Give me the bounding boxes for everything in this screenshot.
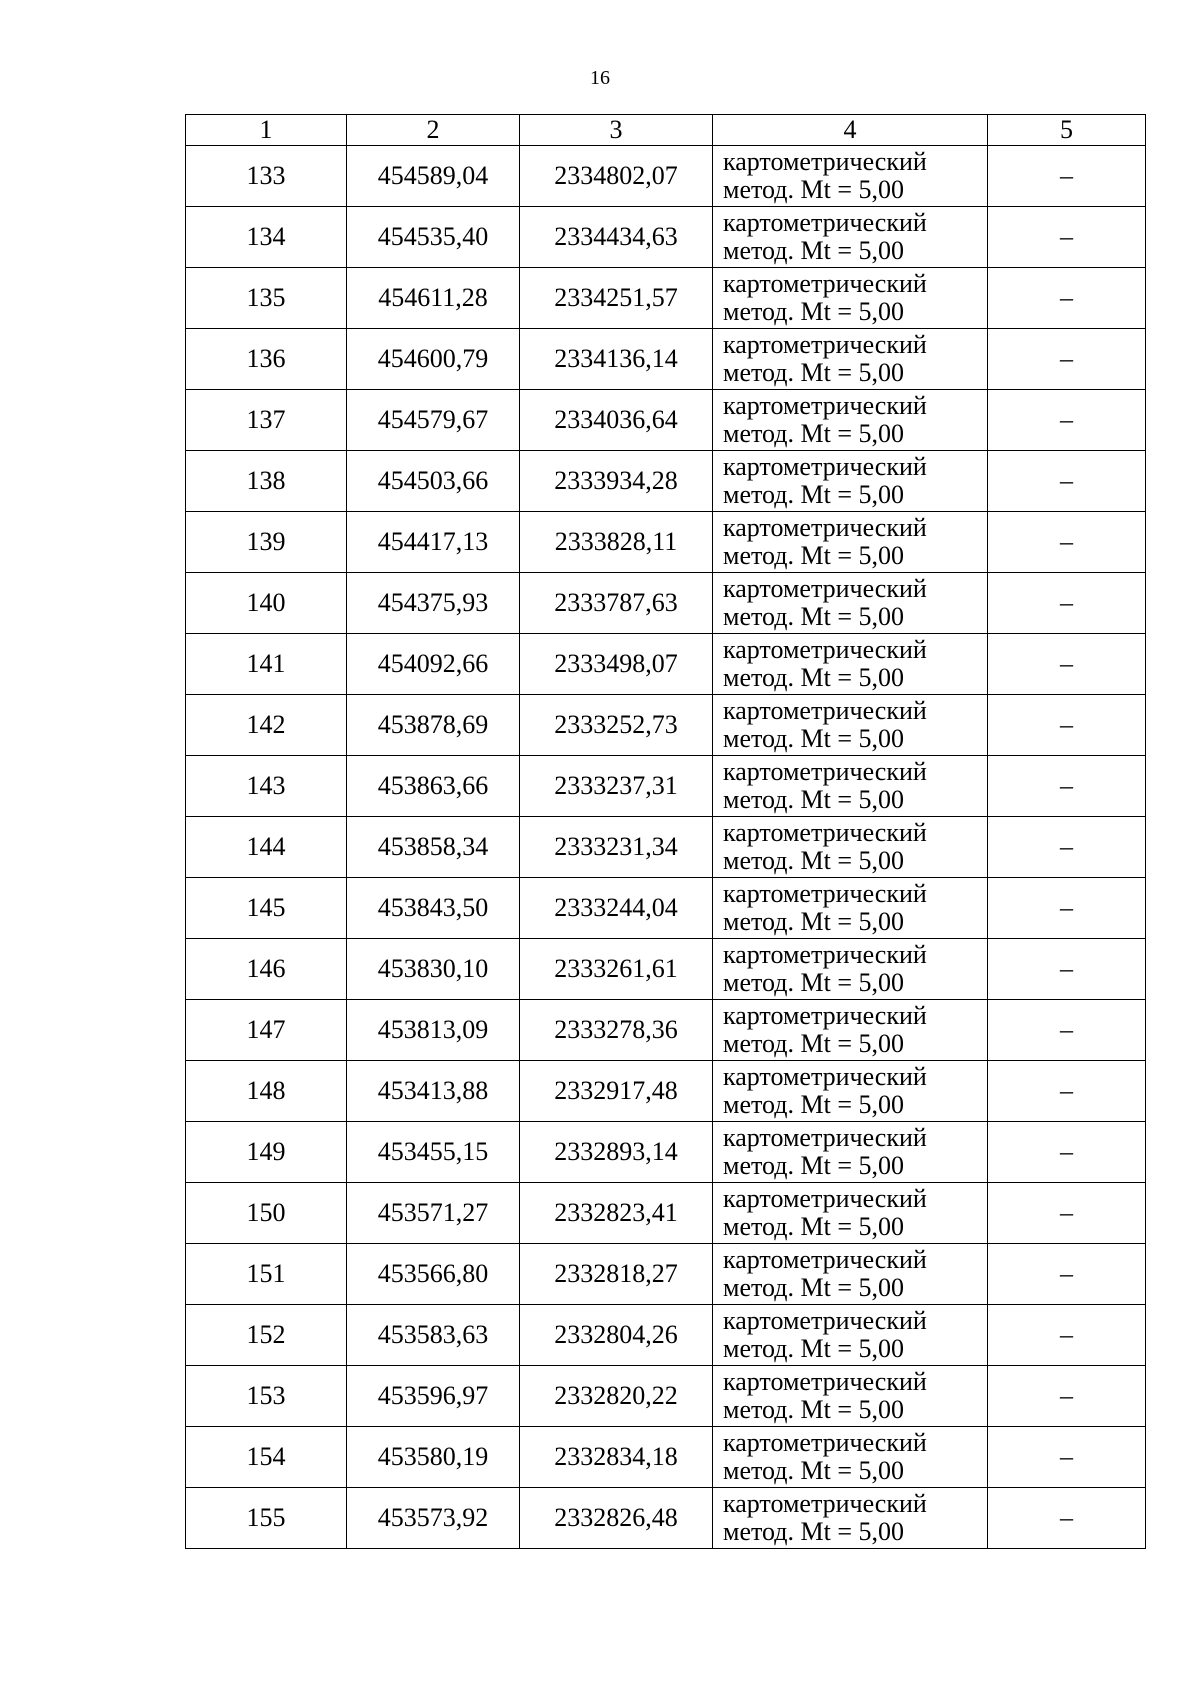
table-row (186, 1000, 1146, 1061)
method-cell (713, 817, 988, 878)
point-number-cell: 150 (186, 1183, 347, 1244)
x-coordinate-cell: 453455,15 (347, 1122, 520, 1183)
method-line-2: метод. Mt = 5,00 (723, 175, 904, 204)
x-coordinate-cell: 454611,28 (347, 268, 520, 329)
method-cell (713, 573, 988, 634)
point-number-cell: 151 (186, 1244, 347, 1305)
x-coordinate-cell: 453573,92 (347, 1488, 520, 1549)
method-line-1: картометрический (723, 696, 927, 725)
method-line-2: метод. Mt = 5,00 (723, 785, 904, 814)
table-row (186, 1244, 1146, 1305)
method-line-1: картометрический (723, 1489, 927, 1518)
method-line-2: метод. Mt = 5,00 (723, 480, 904, 509)
column-header-1: 1 (186, 115, 347, 146)
method-cell (713, 1488, 988, 1549)
page-number: 16 (590, 67, 610, 89)
y-coordinate-cell: 2333261,61 (520, 939, 713, 1000)
table-row (186, 878, 1146, 939)
method-cell (713, 512, 988, 573)
x-coordinate-cell: 454092,66 (347, 634, 520, 695)
method-line-1: картометрический (723, 757, 927, 786)
x-coordinate-cell: 453858,34 (347, 817, 520, 878)
method-cell (713, 1366, 988, 1427)
column-header-4: 4 (713, 115, 988, 146)
method-cell (713, 1305, 988, 1366)
method-line-1: картометрический (723, 635, 927, 664)
table-row (186, 573, 1146, 634)
x-coordinate-cell: 453413,88 (347, 1061, 520, 1122)
table-row (186, 1366, 1146, 1427)
y-coordinate-cell: 2334802,07 (520, 146, 713, 207)
x-coordinate-cell: 453843,50 (347, 878, 520, 939)
table-row (186, 1427, 1146, 1488)
point-number-cell: 143 (186, 756, 347, 817)
note-cell: – (988, 268, 1146, 329)
table-row (186, 1305, 1146, 1366)
method-line-2: метод. Mt = 5,00 (723, 724, 904, 753)
x-coordinate-cell: 454579,67 (347, 390, 520, 451)
note-cell: – (988, 146, 1146, 207)
y-coordinate-cell: 2334036,64 (520, 390, 713, 451)
y-coordinate-cell: 2332893,14 (520, 1122, 713, 1183)
method-cell (713, 1122, 988, 1183)
method-line-1: картометрический (723, 1306, 927, 1335)
y-coordinate-cell: 2332917,48 (520, 1061, 713, 1122)
method-cell (713, 1000, 988, 1061)
point-number-cell: 140 (186, 573, 347, 634)
note-cell: – (988, 1488, 1146, 1549)
table-row (186, 329, 1146, 390)
note-cell: – (988, 451, 1146, 512)
table-row (186, 1183, 1146, 1244)
x-coordinate-cell: 454600,79 (347, 329, 520, 390)
method-line-1: картометрический (723, 147, 927, 176)
point-number-cell: 141 (186, 634, 347, 695)
note-cell: – (988, 817, 1146, 878)
x-coordinate-cell: 453813,09 (347, 1000, 520, 1061)
note-cell: – (988, 1183, 1146, 1244)
point-number-cell: 137 (186, 390, 347, 451)
x-coordinate-cell: 454417,13 (347, 512, 520, 573)
method-line-1: картометрический (723, 879, 927, 908)
y-coordinate-cell: 2332820,22 (520, 1366, 713, 1427)
point-number-cell: 133 (186, 146, 347, 207)
y-coordinate-cell: 2332826,48 (520, 1488, 713, 1549)
point-number-cell: 153 (186, 1366, 347, 1427)
method-cell (713, 268, 988, 329)
table-row (186, 451, 1146, 512)
note-cell: – (988, 207, 1146, 268)
method-line-2: метод. Mt = 5,00 (723, 236, 904, 265)
table-row (186, 1122, 1146, 1183)
note-cell: – (988, 390, 1146, 451)
method-cell (713, 1244, 988, 1305)
point-number-cell: 139 (186, 512, 347, 573)
point-number-cell: 145 (186, 878, 347, 939)
note-cell: – (988, 878, 1146, 939)
point-number-cell: 154 (186, 1427, 347, 1488)
note-cell: – (988, 329, 1146, 390)
table-row (186, 1061, 1146, 1122)
point-number-cell: 134 (186, 207, 347, 268)
y-coordinate-cell: 2334434,63 (520, 207, 713, 268)
note-cell: – (988, 939, 1146, 1000)
method-cell (713, 695, 988, 756)
table-row (186, 939, 1146, 1000)
method-cell (713, 1183, 988, 1244)
method-line-2: метод. Mt = 5,00 (723, 1212, 904, 1241)
y-coordinate-cell: 2332818,27 (520, 1244, 713, 1305)
method-line-1: картометрический (723, 1001, 927, 1030)
method-cell (713, 634, 988, 695)
table-row (186, 1488, 1146, 1549)
method-line-2: метод. Mt = 5,00 (723, 1029, 904, 1058)
method-line-2: метод. Mt = 5,00 (723, 1151, 904, 1180)
note-cell: – (988, 1244, 1146, 1305)
column-header-3: 3 (520, 115, 713, 146)
table-body (186, 146, 1146, 1549)
point-number-cell: 147 (186, 1000, 347, 1061)
method-line-1: картометрический (723, 269, 927, 298)
method-line-2: метод. Mt = 5,00 (723, 419, 904, 448)
method-cell (713, 146, 988, 207)
method-line-1: картометрический (723, 1367, 927, 1396)
note-cell: – (988, 756, 1146, 817)
method-line-1: картометрический (723, 574, 927, 603)
x-coordinate-cell: 453596,97 (347, 1366, 520, 1427)
method-line-1: картометрический (723, 940, 927, 969)
x-coordinate-cell: 453580,19 (347, 1427, 520, 1488)
method-cell (713, 329, 988, 390)
note-cell: – (988, 573, 1146, 634)
table-row (186, 146, 1146, 207)
y-coordinate-cell: 2333934,28 (520, 451, 713, 512)
method-line-1: картометрический (723, 330, 927, 359)
note-cell: – (988, 1366, 1146, 1427)
point-number-cell: 152 (186, 1305, 347, 1366)
note-cell: – (988, 634, 1146, 695)
table-header (186, 115, 1146, 146)
y-coordinate-cell: 2332823,41 (520, 1183, 713, 1244)
method-line-1: картометрический (723, 1245, 927, 1274)
y-coordinate-cell: 2333278,36 (520, 1000, 713, 1061)
method-line-2: метод. Mt = 5,00 (723, 1456, 904, 1485)
note-cell: – (988, 1305, 1146, 1366)
method-line-2: метод. Mt = 5,00 (723, 1517, 904, 1546)
coordinates-table (185, 114, 1146, 1549)
method-line-1: картометрический (723, 513, 927, 542)
method-line-2: метод. Mt = 5,00 (723, 663, 904, 692)
note-cell: – (988, 512, 1146, 573)
method-line-1: картометрический (723, 391, 927, 420)
table-row (186, 390, 1146, 451)
method-cell (713, 878, 988, 939)
y-coordinate-cell: 2334251,57 (520, 268, 713, 329)
x-coordinate-cell: 453863,66 (347, 756, 520, 817)
table-row (186, 512, 1146, 573)
method-line-2: метод. Mt = 5,00 (723, 602, 904, 631)
column-header-2: 2 (347, 115, 520, 146)
point-number-cell: 136 (186, 329, 347, 390)
method-line-2: метод. Mt = 5,00 (723, 358, 904, 387)
note-cell: – (988, 695, 1146, 756)
method-cell (713, 390, 988, 451)
point-number-cell: 135 (186, 268, 347, 329)
x-coordinate-cell: 453566,80 (347, 1244, 520, 1305)
x-coordinate-cell: 454503,66 (347, 451, 520, 512)
method-line-1: картометрический (723, 208, 927, 237)
x-coordinate-cell: 453878,69 (347, 695, 520, 756)
method-line-1: картометрический (723, 1123, 927, 1152)
method-line-2: метод. Mt = 5,00 (723, 846, 904, 875)
table-row (186, 756, 1146, 817)
y-coordinate-cell: 2333252,73 (520, 695, 713, 756)
table-row (186, 695, 1146, 756)
note-cell: – (988, 1122, 1146, 1183)
method-line-2: метод. Mt = 5,00 (723, 541, 904, 570)
method-line-2: метод. Mt = 5,00 (723, 907, 904, 936)
point-number-cell: 144 (186, 817, 347, 878)
y-coordinate-cell: 2334136,14 (520, 329, 713, 390)
point-number-cell: 149 (186, 1122, 347, 1183)
method-line-2: метод. Mt = 5,00 (723, 1273, 904, 1302)
method-cell (713, 1427, 988, 1488)
table-row (186, 207, 1146, 268)
method-line-2: метод. Mt = 5,00 (723, 297, 904, 326)
y-coordinate-cell: 2332804,26 (520, 1305, 713, 1366)
method-cell (713, 451, 988, 512)
method-line-2: метод. Mt = 5,00 (723, 1090, 904, 1119)
method-line-2: метод. Mt = 5,00 (723, 1334, 904, 1363)
header-row (186, 115, 1146, 146)
method-line-1: картометрический (723, 1062, 927, 1091)
note-cell: – (988, 1000, 1146, 1061)
x-coordinate-cell: 453830,10 (347, 939, 520, 1000)
point-number-cell: 148 (186, 1061, 347, 1122)
method-line-1: картометрический (723, 1184, 927, 1213)
method-line-1: картометрический (723, 818, 927, 847)
x-coordinate-cell: 453583,63 (347, 1305, 520, 1366)
method-cell (713, 207, 988, 268)
y-coordinate-cell: 2333828,11 (520, 512, 713, 573)
point-number-cell: 138 (186, 451, 347, 512)
point-number-cell: 146 (186, 939, 347, 1000)
y-coordinate-cell: 2333237,31 (520, 756, 713, 817)
note-cell: – (988, 1427, 1146, 1488)
y-coordinate-cell: 2333498,07 (520, 634, 713, 695)
table-row (186, 817, 1146, 878)
x-coordinate-cell: 453571,27 (347, 1183, 520, 1244)
point-number-cell: 155 (186, 1488, 347, 1549)
x-coordinate-cell: 454589,04 (347, 146, 520, 207)
y-coordinate-cell: 2332834,18 (520, 1427, 713, 1488)
method-cell (713, 939, 988, 1000)
y-coordinate-cell: 2333231,34 (520, 817, 713, 878)
x-coordinate-cell: 454375,93 (347, 573, 520, 634)
point-number-cell: 142 (186, 695, 347, 756)
method-line-1: картометрический (723, 1428, 927, 1457)
method-line-1: картометрический (723, 452, 927, 481)
y-coordinate-cell: 2333244,04 (520, 878, 713, 939)
note-cell: – (988, 1061, 1146, 1122)
method-line-2: метод. Mt = 5,00 (723, 968, 904, 997)
column-header-5: 5 (988, 115, 1146, 146)
x-coordinate-cell: 454535,40 (347, 207, 520, 268)
method-cell (713, 756, 988, 817)
method-line-2: метод. Mt = 5,00 (723, 1395, 904, 1424)
table-row (186, 634, 1146, 695)
method-cell (713, 1061, 988, 1122)
y-coordinate-cell: 2333787,63 (520, 573, 713, 634)
table-row (186, 268, 1146, 329)
